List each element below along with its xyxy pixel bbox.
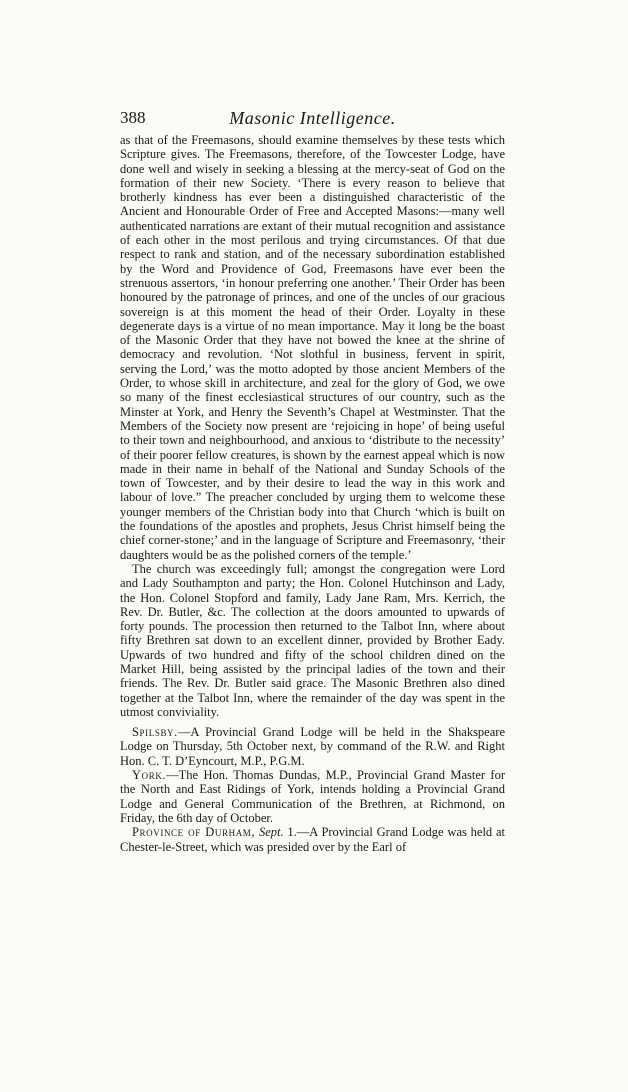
- paragraph-spilsby: [120, 725, 505, 768]
- section-lead-york: York.: [132, 768, 167, 783]
- paragraph-spilsby-text: —A Provincial Grand Lodge will be held in the Shakspeare Lodge on Thursday, 5th October next, by command of the R.W. and Right Hon. C. T. D’Eyncourt, M.P., P.G.M.: [120, 725, 505, 768]
- body-text: [120, 133, 505, 854]
- paragraph-sermon-continued: as that of the Freemasons, should examine themselves by these tests which Scripture gives. The Freemasons, therefore, of the Towcester Lodge, have done well and wisely in seeking a blessing at the mercy-seat of God on the formation of their new Society. ‘There is every reason to believe that brotherly kindness has ever been a distinguished characteristic of the Ancient and Honourable Order of Free and Accepted Masons:—many well authenticated narrations are extant of their mutual recognition and assistance of each other in the most perilous and trying circumstances. Of that due respect to rank and station, and of the necessary subordination established by the Word and Providence of God, Freemasons have ever been the strenuous assertors, ‘in honour preferring one another.’ Their Order has been honoured by the patronage of princes, and one of the uncles of our gracious sovereign is at this moment the head of their Order. Loyalty in these degenerate days is a virtue of no mean importance. May it long be the boast of the Masonic Order that they have not bowed the knee at the shrine of democracy and revolution. ‘Not slothful in business, fervent in spirit, serving the Lord,’ was the motto adopted by those ancient Members of the Order, to whose skill in architecture, and zeal for the glory of God, we owe so many of the finest ecclesiastical structures of our country, such as the Minster at York, and Henry the Seventh’s Chapel at Westminster. That the Members of the Society now present are ‘rejoicing in hope’ of being useful to their town and neighbourhood, and anxious to ‘distribute to the necessity’ of their poorer fellow creatures, is shown by the earnest appeal which is now made in their name in behalf of the National and Sunday Schools of the town of Towcester, and by their desire to lead the way in this work and labour of love.” The preacher concluded by urging them to welcome these younger members of the Christian body into that Church ‘which is built on the foundations of the apostles and prophets, Jesus Christ himself being the chief corner-stone;’ and in the language of Scripture and Freemasonry, ‘their daughters would be as the polished corners of the temple.’: [120, 133, 505, 562]
- paragraph-york-text: —The Hon. Thomas Dundas, M.P., Provincial Grand Master for the North and East Ridings of York, intends holding a Provincial Grand Lodge and General Communication of the Brethren, at Richmond, on Friday, the 6th day of October.: [120, 768, 505, 825]
- paragraph-durham-text: 1.—A Provincial Grand Lodge was held at Chester-le-Street, which was presided over by the Earl of: [120, 825, 506, 854]
- section-date-durham: Sept.: [258, 825, 284, 840]
- paragraph-durham: [120, 825, 505, 854]
- section-lead-spilsby: Spilsby.: [132, 725, 178, 740]
- paragraph-york: [120, 768, 505, 825]
- section-lead-durham: Province of Durham,: [132, 825, 256, 840]
- running-title: Masonic Intelligence.: [229, 108, 396, 128]
- page-number: 388: [120, 108, 146, 127]
- page-header: [120, 108, 505, 130]
- paragraph-church-congregation: The church was exceedingly full; amongst the congregation were Lord and Lady Southampton and party; the Hon. Colonel Hutchinson and Lady, the Hon. Colonel Stopford and family, Lady Jane Ram, Mrs. Kerrich, the Rev. Dr. Butler, &c. The collection at the doors amounted to upwards of forty pounds. The procession then returned to the Talbot Inn, where about fifty Brethren sat down to an excellent dinner, provided by Brother Eady. Upwards of two hundred and fifty of the school children dined on the Market Hill, being assisted by the principal ladies of the town and their friends. The Rev. Dr. Butler said grace. The Masonic Brethren also dined together at the Talbot Inn, where the remainder of the day was spent in the utmost conviviality.: [120, 561, 505, 719]
